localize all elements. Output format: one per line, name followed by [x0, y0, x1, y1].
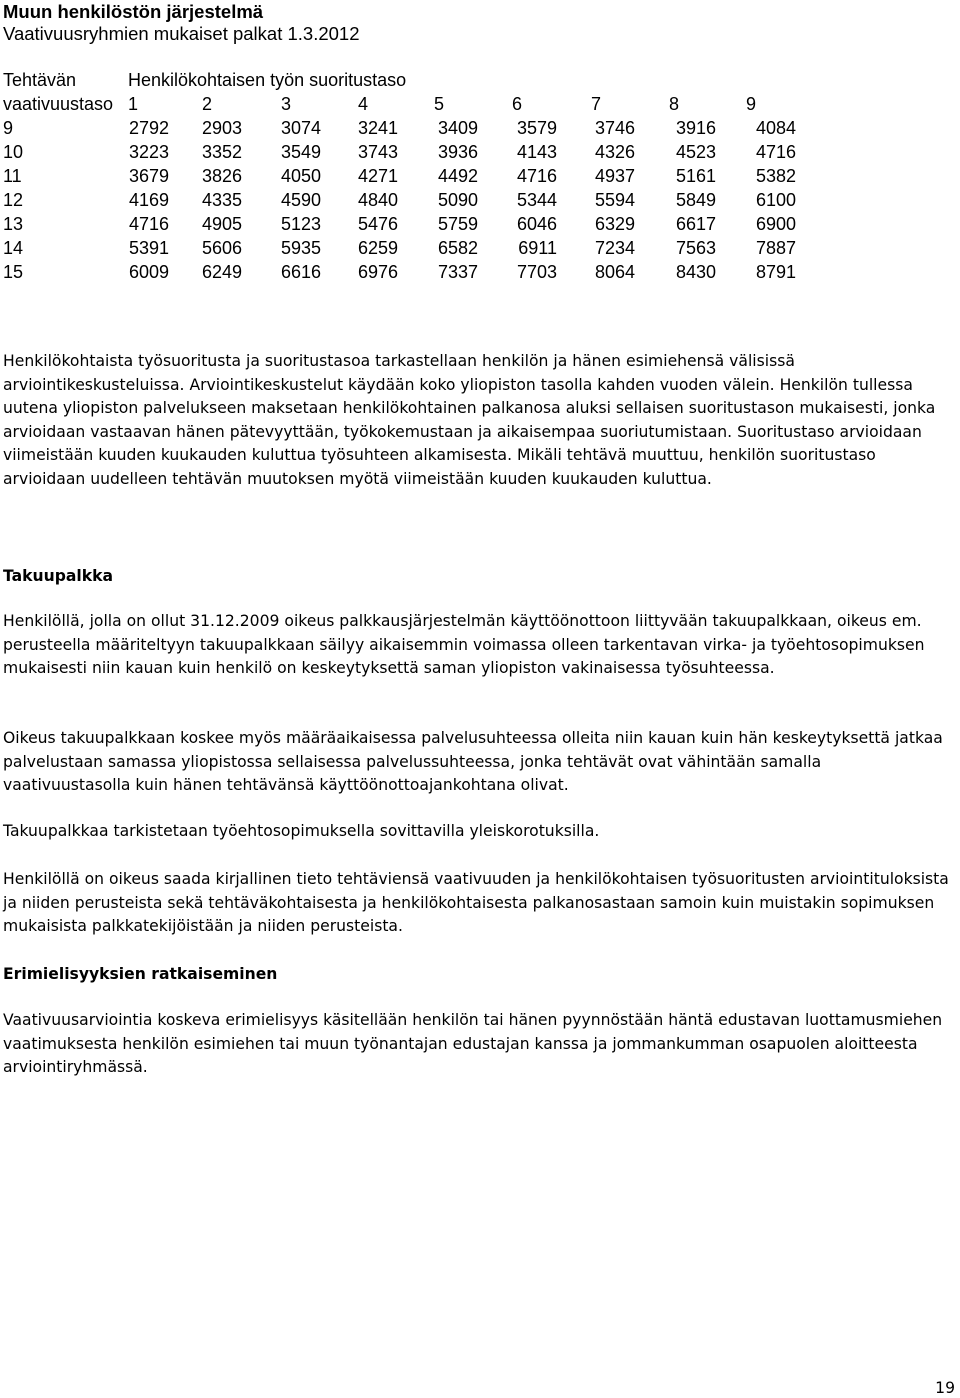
table-cell: 3746 [594, 118, 635, 138]
table-cell: 5090 [437, 190, 478, 210]
table-level-header: 1 [128, 94, 139, 114]
table-cell: 4271 [357, 166, 398, 186]
section-title-takuupalkka: Takuupalkka [3, 567, 114, 585]
salary-table [0, 68, 960, 288]
document-title: Muun henkilöstön järjestelmä [3, 1, 264, 22]
table-cell: 5123 [280, 214, 321, 234]
table-cell: 3241 [357, 118, 398, 138]
table-cell: 3679 [128, 166, 169, 186]
table-cell: 3579 [516, 118, 557, 138]
takuu-paragraph-2 [3, 727, 953, 798]
table-row-group: 12 [3, 190, 24, 210]
table-level-header: 4 [358, 94, 369, 114]
table-cell: 5606 [201, 238, 242, 258]
table-cell: 3549 [280, 142, 321, 162]
table-cell: 6911 [518, 238, 557, 258]
table-level-header: 8 [669, 94, 680, 114]
table-cell: 5594 [594, 190, 635, 210]
table-cell: 4326 [594, 142, 635, 162]
table-row-group: 15 [3, 262, 24, 282]
table-cell: 7337 [437, 262, 478, 282]
table-cell: 6046 [516, 214, 557, 234]
takuu-text-3: Takuupalkkaa tarkistetaan työehtosopimuksella sovittavilla yleiskorotuksilla. [3, 822, 600, 840]
table-cell: 7234 [594, 238, 635, 258]
table-cell: 5759 [437, 214, 478, 234]
table-cell: 2792 [128, 118, 169, 138]
table-row-group: 11 [3, 166, 22, 186]
table-cell: 4937 [594, 166, 635, 186]
table-cell: 2903 [201, 118, 242, 138]
table-cell: 4840 [357, 190, 398, 210]
table-cell: 4590 [280, 190, 321, 210]
table-cell: 4905 [201, 214, 242, 234]
table-cell: 3409 [437, 118, 478, 138]
table-cell: 7563 [675, 238, 716, 258]
table-cell: 7703 [516, 262, 557, 282]
table-level-header: 9 [746, 94, 757, 114]
table-cell: 4492 [437, 166, 478, 186]
table-cell: 4716 [755, 142, 796, 162]
table-header-performance-level: Henkilökohtaisen työn suoritustaso [128, 70, 407, 90]
table-level-header: 2 [202, 94, 213, 114]
table-cell: 3936 [437, 142, 478, 162]
table-cell: 3826 [201, 166, 242, 186]
table-cell: 6259 [357, 238, 398, 258]
section-title-erimielisyydet: Erimielisyyksien ratkaiseminen [3, 965, 278, 983]
table-row-group: 10 [3, 142, 24, 162]
intro-paragraph [3, 350, 953, 492]
table-cell: 4523 [675, 142, 716, 162]
table-cell: 3223 [128, 142, 169, 162]
table-cell: 5476 [357, 214, 398, 234]
table-cell: 3916 [675, 118, 716, 138]
table-cell: 5161 [675, 166, 716, 186]
table-cell: 4050 [280, 166, 321, 186]
table-cell: 8791 [755, 262, 796, 282]
table-cell: 6617 [675, 214, 716, 234]
table-cell: 6249 [201, 262, 242, 282]
table-cell: 5849 [675, 190, 716, 210]
table-cell: 4143 [516, 142, 557, 162]
table-cell: 6616 [280, 262, 321, 282]
document-subtitle: Vaativuusryhmien mukaiset palkat 1.3.2012 [3, 23, 360, 44]
table-cell: 6976 [357, 262, 398, 282]
table-cell: 8430 [675, 262, 716, 282]
takuu-paragraph-3 [3, 820, 953, 844]
erimiel-paragraph-1 [3, 1009, 953, 1080]
table-cell: 5344 [516, 190, 557, 210]
table-cell: 7887 [755, 238, 796, 258]
table-level-header: 5 [434, 94, 445, 114]
table-cell: 4716 [516, 166, 557, 186]
table-cell: 6100 [755, 190, 796, 210]
intro-text: Henkilökohtaista työsuoritusta ja suoritustasoa tarkastellaan henkilön ja hänen esimiehensä välisissä arviointikeskusteluissa. Arviointikeskustelut käydään koko yliopiston tasolla kahden vuoden välein. Henkilön tullessa uutena yliopiston palvelukseen maksetaan henkilökohtainen palkanosa aluksi sellaisen suoritustason mukaisesti, jonka arvioidaan vastaavan hänen pätevyyttään, työkokemustaan ja aikaisempaa suoriutumistaan. Suoritustaso arvioidaan viimeistään kuuden kuukauden kuluttua työsuhteen alkamisesta. Mikäli tehtävä muuttuu, henkilön suoritustaso arvioidaan uudelleen tehtävän muutoksen myötä viimeistään kuuden kuukauden kuluttua. [3, 352, 936, 488]
table-cell: 4335 [201, 190, 242, 210]
table-row-group: 14 [3, 238, 24, 258]
erimiel-text-1: Vaativuusarviointia koskeva erimielisyys käsitellään henkilön tai hänen pyynnöstään häntä edustavan luottamusmiehen vaatimuksesta henkilön esimiehen tai muun työnantajan edustajan kanssa ja jommankumman osapuolen aloitteesta arviointiryhmässä. [3, 1011, 943, 1077]
takuu-paragraph-4 [3, 868, 953, 939]
table-cell: 6009 [128, 262, 169, 282]
table-level-header: 7 [591, 94, 602, 114]
table-header-task-level-2: vaativuustaso [3, 94, 114, 114]
takuu-paragraph-1 [3, 610, 953, 681]
table-cell: 4084 [755, 118, 796, 138]
table-cell: 8064 [594, 262, 635, 282]
table-cell: 6900 [755, 214, 796, 234]
table-cell: 4716 [128, 214, 169, 234]
table-level-header: 6 [512, 94, 523, 114]
table-cell: 3743 [357, 142, 398, 162]
table-level-header: 3 [281, 94, 292, 114]
table-cell: 5391 [128, 238, 169, 258]
table-cell: 6582 [437, 238, 478, 258]
takuu-text-1: Henkilöllä, jolla on ollut 31.12.2009 oikeus palkkausjärjestelmän käyttöönottoon liittyvään takuupalkkaan, oikeus em. perusteella määriteltyyn takuupalkkaan säilyy aikaisemmin voimassa olleen tarkentavan virka- ja työehtosopimuksen mukaisesti niin kauan kuin henkilö on keskeytyksettä saman yliopiston vakinaisessa työsuhteessa. [3, 612, 925, 678]
table-cell: 6329 [594, 214, 635, 234]
table-row-group: 9 [3, 118, 14, 138]
takuu-text-4: Henkilöllä on oikeus saada kirjallinen tieto tehtäviensä vaativuuden ja henkilökohtaisen työsuoritusten arviointituloksista ja niiden perusteista sekä tehtäväkohtaisesta ja henkilökohtaisesta palkanosastaan samoin kuin muistakin sopimuksen mukaisista palkkatekijöistään ja niiden perusteista. [3, 870, 949, 936]
table-cell: 4169 [128, 190, 169, 210]
table-cell: 3074 [280, 118, 321, 138]
table-cell: 3352 [201, 142, 242, 162]
table-cell: 5382 [755, 166, 796, 186]
table-header-task-level: Tehtävän [3, 70, 77, 90]
table-row-group: 13 [3, 214, 24, 234]
page-number: 19 [935, 1379, 955, 1397]
table-cell: 5935 [280, 238, 321, 258]
takuu-text-2: Oikeus takuupalkkaan koskee myös määräaikaisessa palvelusuhteessa olleita niin kauan kuin hän keskeytyksettä jatkaa palvelustaan samassa yliopistossa sellaisessa palvelussuhteessa, jonka tehtävät ovat vähintään samalla vaativuustasolla kuin hänen tehtävänsä käyttöönottoajankohtana olivat. [3, 729, 943, 795]
